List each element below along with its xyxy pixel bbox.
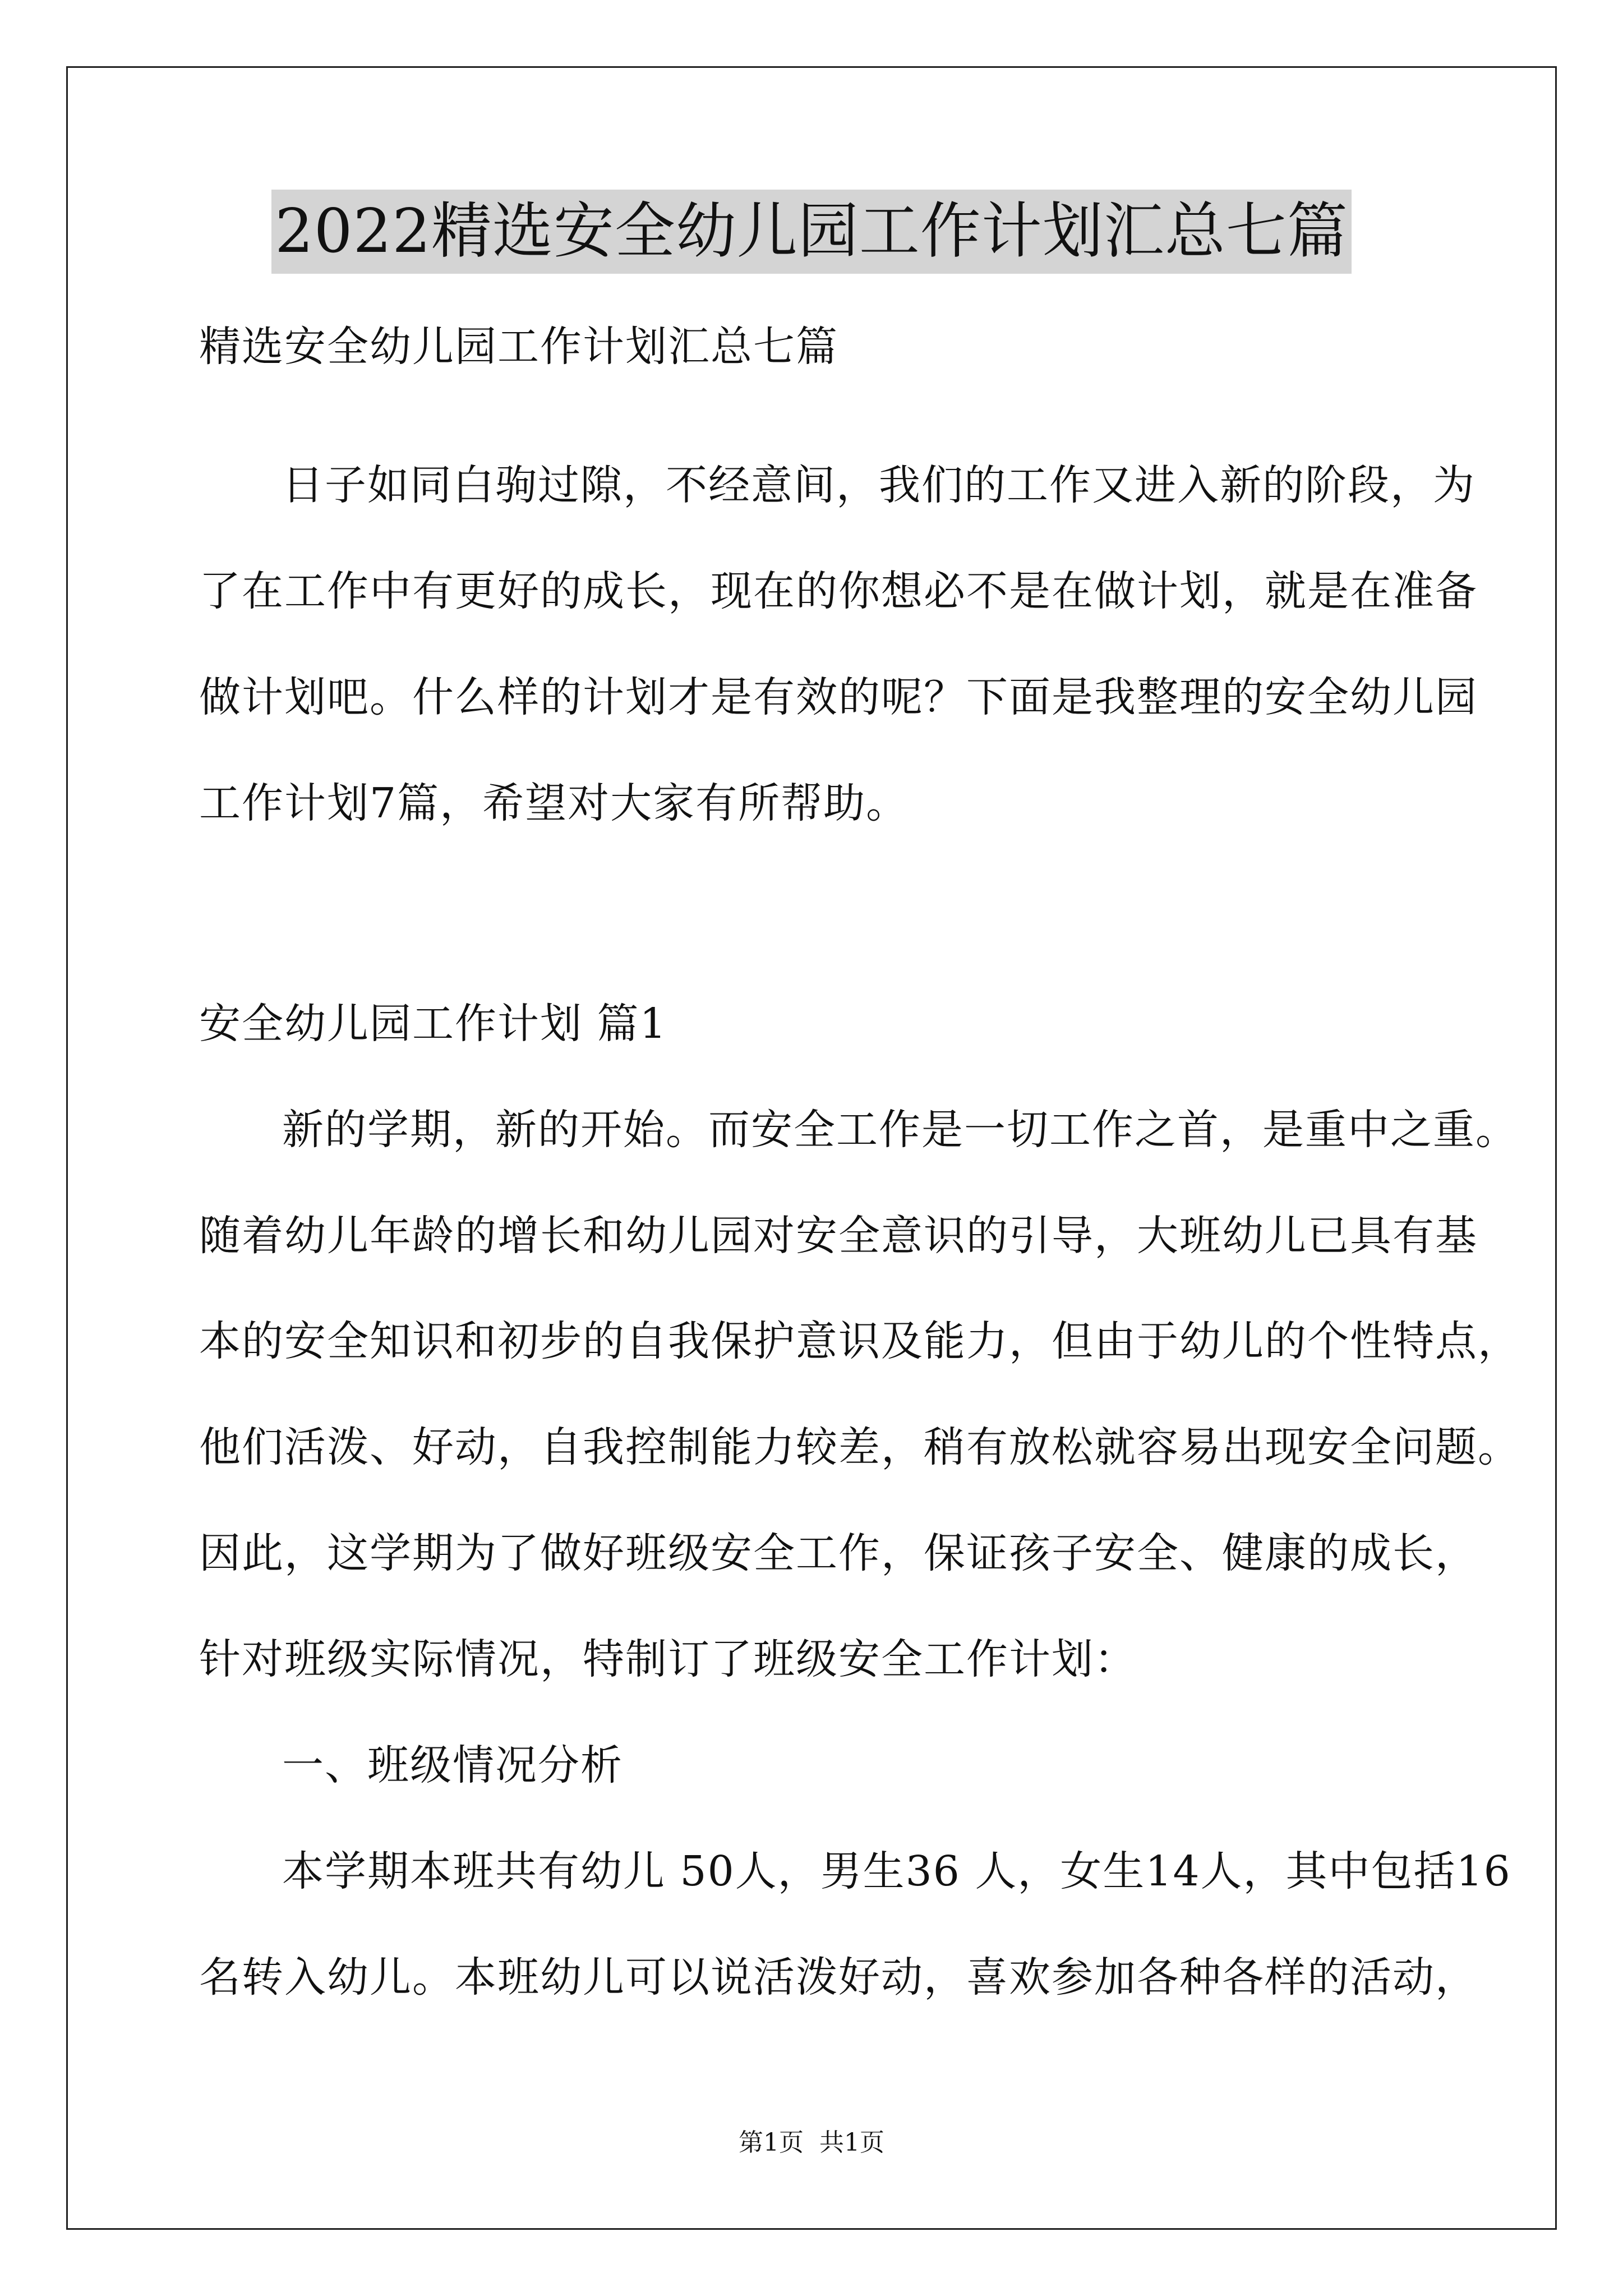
intro-line-4: 工作计划7篇，希望对大家有所帮助。 (199, 779, 909, 827)
document-title: 2022精选安全幼儿园工作计划汇总七篇 (271, 190, 1352, 274)
title-container (0, 190, 1623, 274)
page-number-current: 第1页 (739, 2128, 804, 2157)
sub-heading: 一、班级情况分析 (282, 1741, 623, 1789)
analysis-line-1: 本学期本班共有幼儿 50人，男生36 人，女生14人，其中包括16 (282, 1847, 1511, 1895)
page-number-total: 共1页 (819, 2128, 884, 2157)
section-line-2: 随着幼儿年龄的增长和幼儿园对安全意识的引导，大班幼儿已具有基 (199, 1212, 1478, 1260)
page-footer (0, 2126, 1623, 2160)
section-line-6: 针对班级实际情况，特制订了班级安全工作计划： (199, 1635, 1137, 1683)
section-line-3: 本的安全知识和初步的自我保护意识及能力，但由于幼儿的个性特点， (199, 1317, 1520, 1365)
section-line-1: 新的学期，新的开始。而安全工作是一切工作之首，是重中之重。 (282, 1106, 1518, 1154)
intro-line-1: 日子如同白驹过隙，不经意间，我们的工作又进入新的阶段，为 (282, 461, 1476, 509)
intro-line-2: 了在工作中有更好的成长，现在的你想必不是在做计划，就是在准备 (199, 567, 1478, 615)
section-heading: 安全幼儿园工作计划 篇1 (199, 1000, 667, 1048)
intro-line-3: 做计划吧。什么样的计划才是有效的呢？下面是我整理的安全幼儿园 (199, 673, 1478, 721)
analysis-line-2: 名转入幼儿。本班幼儿可以说活泼好动，喜欢参加各种各样的活动， (199, 1953, 1478, 2001)
section-line-5: 因此，这学期为了做好班级安全工作，保证孩子安全、健康的成长， (199, 1529, 1478, 1577)
document-subtitle: 精选安全幼儿园工作计划汇总七篇 (199, 323, 838, 371)
section-line-4: 他们活泼、好动，自我控制能力较差，稍有放松就容易出现安全问题。 (199, 1423, 1520, 1471)
